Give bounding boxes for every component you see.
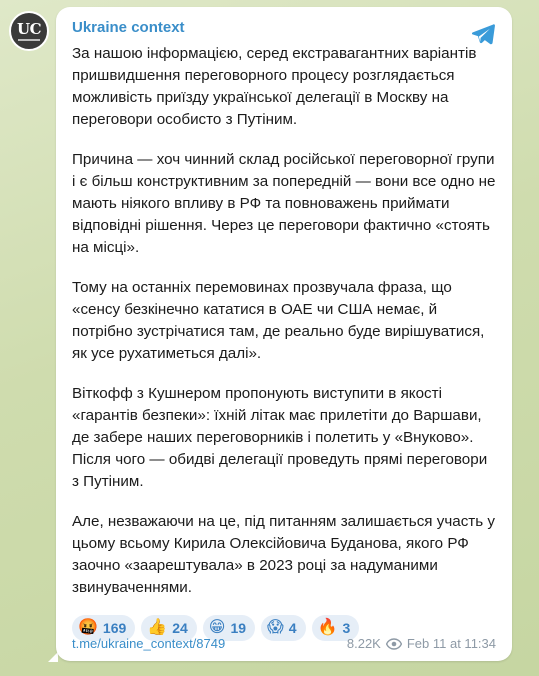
post-paragraph-3: Тому на останніх перемовинах прозвучала фраза, що «сенсу безкінечно кататися в ОАЕ чи США немає, й потрібно зустрічатися там, де реально буде вирішуватися, як усе рухатиметься далі».	[72, 279, 485, 362]
post-meta	[347, 636, 496, 651]
post-paragraph-1: За нашою інформацією, серед екстравагантних варіантів пришвидшення переговорного процесу розглядається можливість приїзду української делегації в Москву на переговори особисто з Путіним.	[72, 45, 477, 128]
channel-name[interactable]: Ukraine context	[72, 19, 185, 36]
post-body	[72, 43, 496, 599]
bubble-tail	[48, 652, 58, 662]
channel-avatar[interactable]	[9, 11, 49, 51]
post-paragraph-2: Причина — хоч чинний склад російської переговорної групи і є більш конструктивним за попередній — вони все одно не мають ніякого впливу в РФ та повноважень приймати відповідні рішення. Через це переговори фактично «стоять на місці».	[72, 151, 496, 256]
avatar-underline	[18, 39, 40, 41]
angry-face-icon: 🤬	[78, 619, 98, 636]
post-paragraph-4: Віткофф з Кушнером пропонують виступити в якості «гарантів безпеки»: їхній літак має прилетіти до Варшави, де забере наших переговорників і полетить у «Внуково». Після чого — обидві делегації проведуть прямі переговори з Путіним.	[72, 385, 488, 490]
reaction-count: 3	[342, 620, 351, 636]
fire-icon: 🔥	[317, 619, 338, 636]
view-count: 8.22K	[346, 636, 381, 651]
screaming-face-icon: 😱	[267, 619, 284, 636]
post-link[interactable]: t.me/ukraine_context/8749	[72, 636, 226, 651]
telegram-logo-icon[interactable]	[470, 21, 496, 47]
message-bubble	[56, 7, 512, 661]
thumbs-up-icon: 👍	[147, 619, 168, 636]
reaction-count: 19	[230, 620, 247, 636]
post-datetime: Feb 11 at 11:34	[406, 636, 496, 651]
reaction-count: 169	[102, 620, 127, 636]
avatar-monogram: UC	[16, 19, 42, 38]
grinning-face-icon: 😁	[208, 619, 226, 636]
eye-icon	[386, 638, 402, 650]
reaction-count: 24	[172, 620, 188, 636]
reaction-count: 4	[288, 620, 297, 636]
post-footer	[72, 636, 496, 651]
post-paragraph-5: Але, незважаючи на це, під питанням залишається участь у цьому всьому Кирила Олексійовича Буданова, якого РФ заочно «заарештувала» в 2023 році за надуманими звинуваченнями.	[72, 513, 495, 596]
